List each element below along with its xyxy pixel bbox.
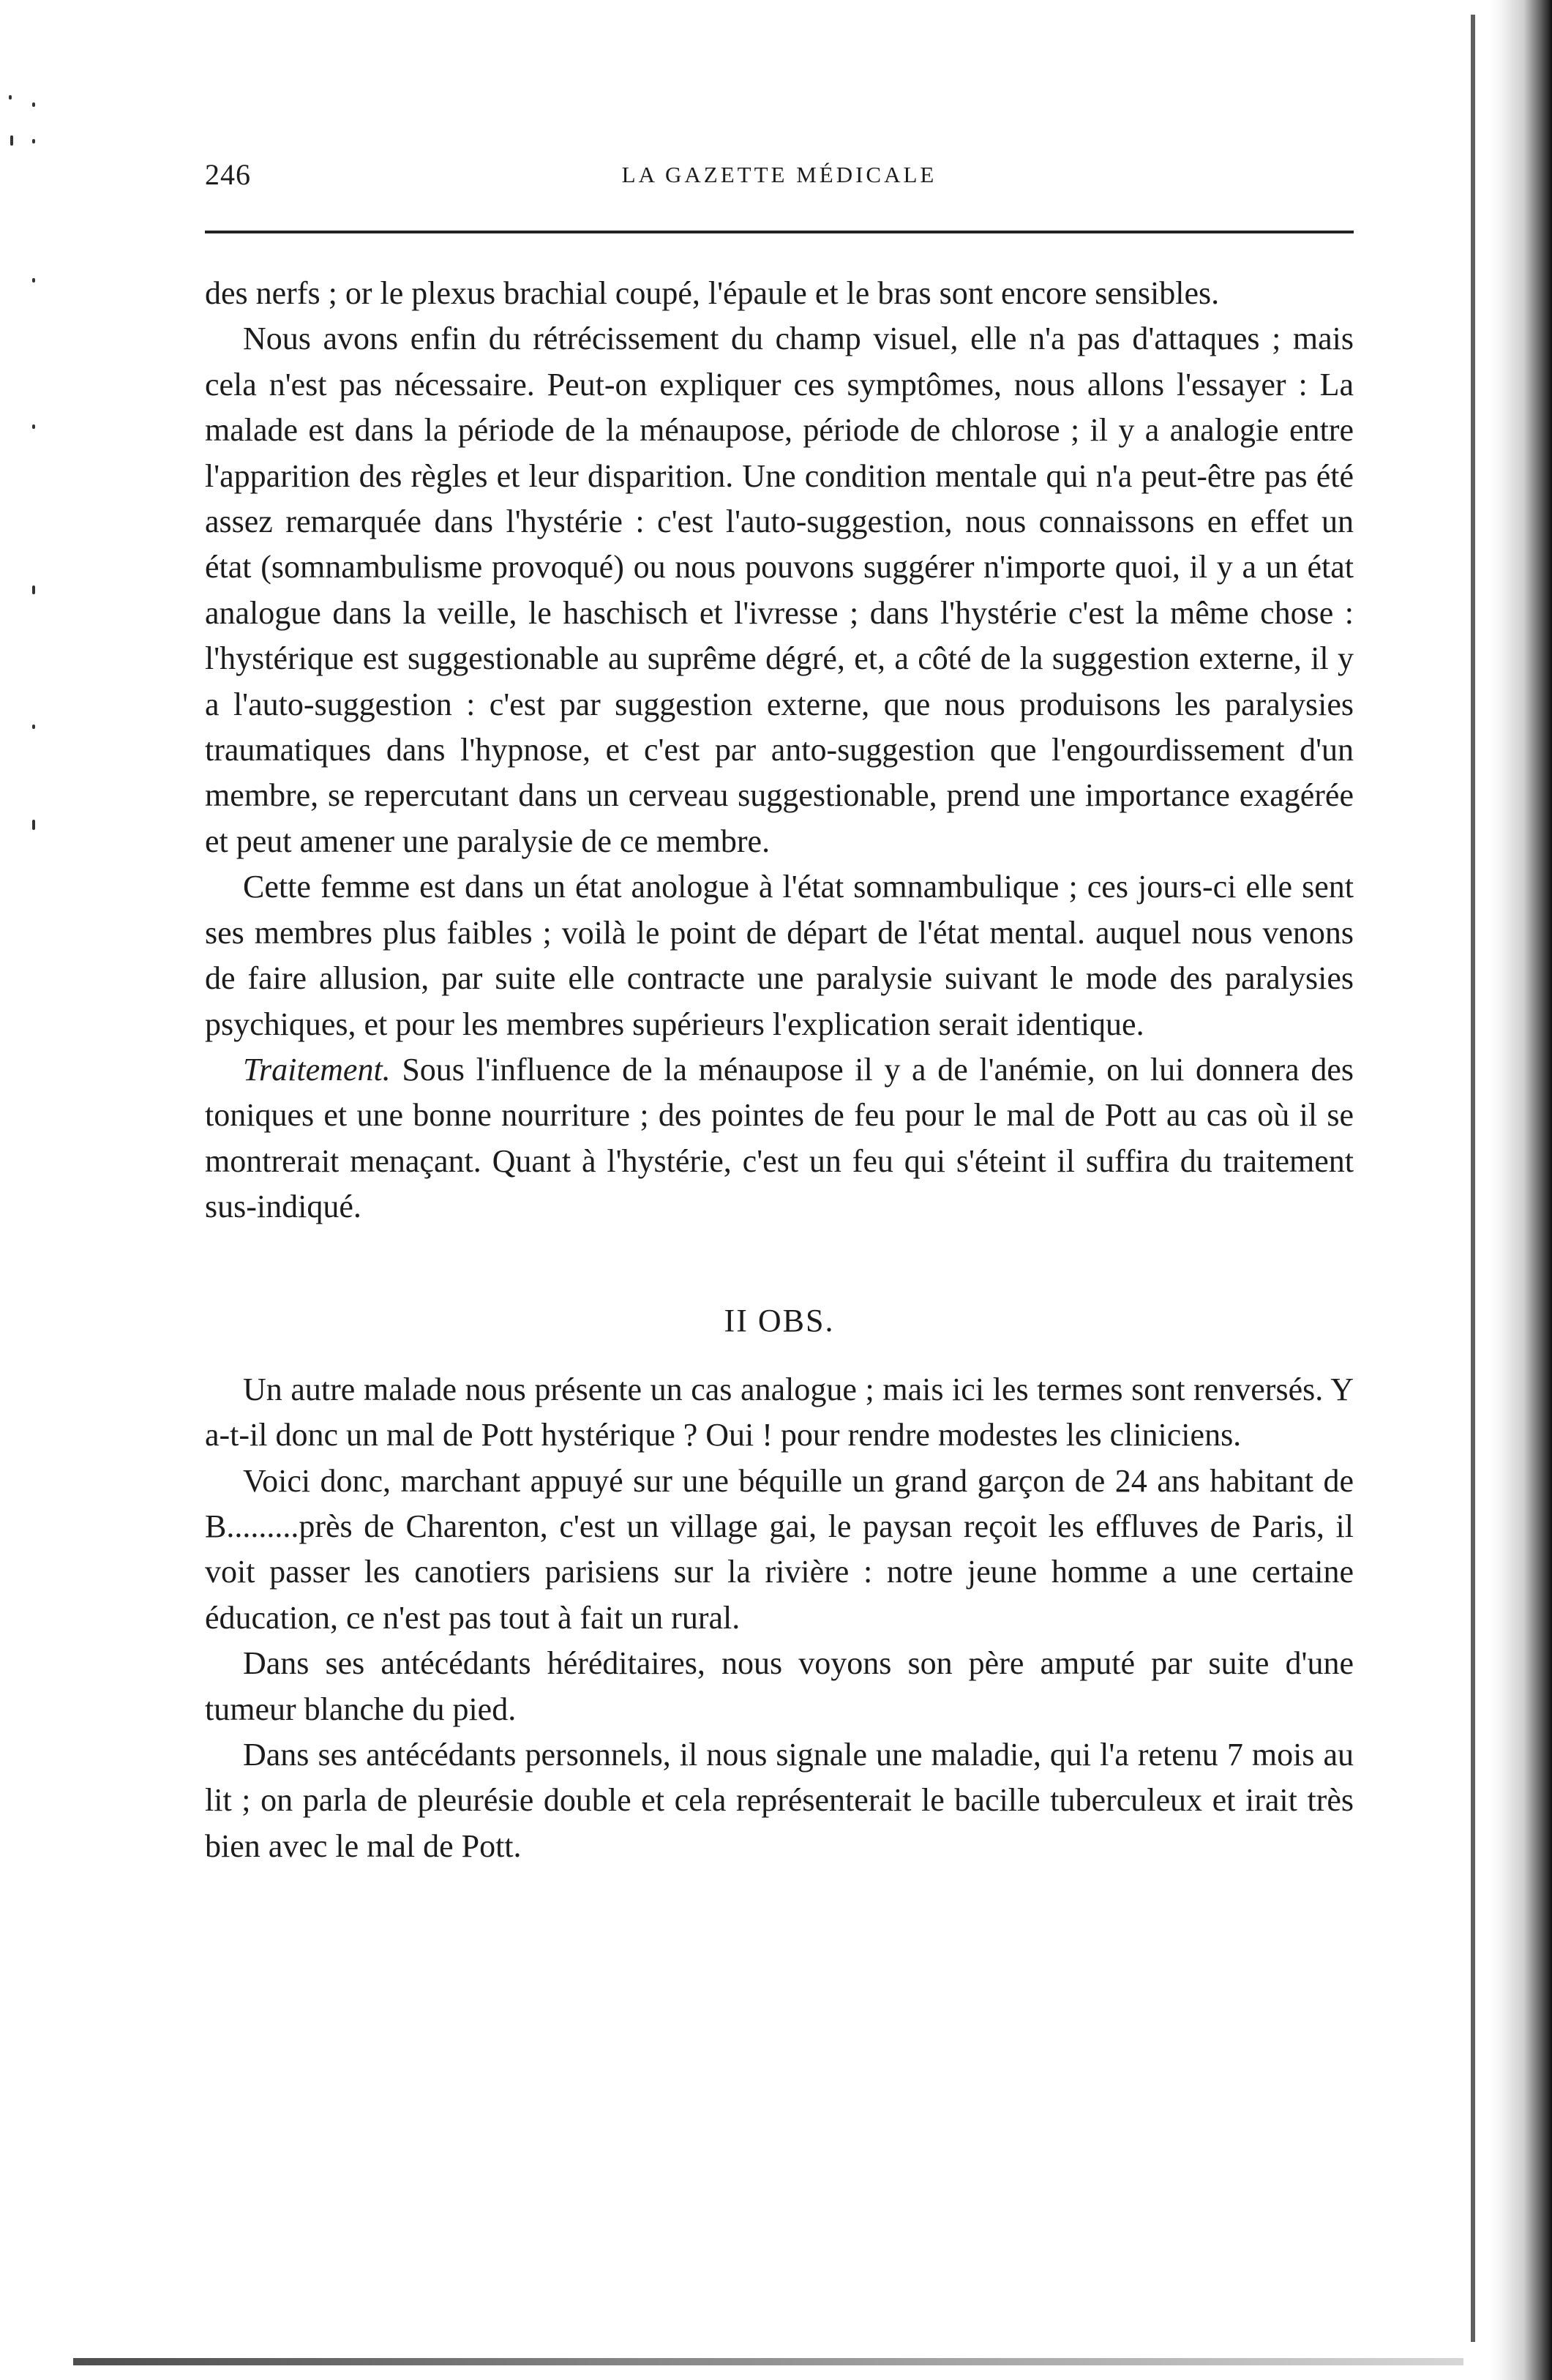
- section-title: II OBS.: [724, 1302, 835, 1339]
- margin-speck: [32, 139, 35, 143]
- margin-speck: [10, 135, 13, 146]
- margin-speck: [32, 424, 35, 429]
- paragraph: des nerfs ; or le plexus brachial coupé, l'épaule et le bras sont encore sensibles.: [205, 275, 1220, 311]
- paragraph: Dans ses antécédants personnels, il nous signale une maladie, qui l'a retenu 7 mois au lit ; on parla de pleurésie double et cela représenterait le bacille tuberculeux et irait très bien avec le mal de Pott.: [205, 1736, 1354, 1864]
- running-head: LA GAZETTE MÉDICALE: [621, 162, 937, 187]
- margin-speck: [32, 278, 35, 282]
- binding-shadow: [1489, 0, 1552, 2380]
- treatment-text: Sous l'influence de la ménaupose il y a de l'anémie, on lui donnera des toniques et une bonne nourriture ; des pointes de feu pour le mal de Pott au cas où il se montrerait menaçant. Quant à l'hystérie, c'est un feu qui s'éteint il suffira du traitement sus-indiqué.: [205, 1051, 1354, 1225]
- margin-speck: [32, 102, 35, 107]
- page-header: [205, 157, 1354, 201]
- margin-speck: [32, 820, 35, 830]
- header-rule: [205, 231, 1354, 233]
- paragraph: Dans ses antécédants héréditaires, nous voyons son père amputé par suite d'une tumeur blanche du pied.: [205, 1645, 1354, 1727]
- margin-speck: [32, 725, 35, 729]
- body-text: [205, 271, 1354, 1869]
- paragraph: [205, 1047, 1354, 1230]
- paragraph: Cette femme est dans un état anologue à l'état somnambulique ; ces jours-ci elle sent ses membres plus faibles ; voilà le point de départ de l'état mental. auquel nous venons de faire allusion, par suite elle contracte une paralysie suivant le mode des paralysies psychiques, et pour les membres supérieurs l'explication serait identique.: [205, 869, 1354, 1042]
- margin-speck: [9, 95, 12, 100]
- paragraph: Un autre malade nous présente un cas analogue ; mais ici les termes sont renversés. Y a-t-il donc un mal de Pott hystérique ? Oui ! pour rendre modestes les cliniciens.: [205, 1371, 1354, 1453]
- page-number: 246: [205, 158, 251, 191]
- binding-shadow-line: [1471, 15, 1475, 2342]
- paragraph: Voici donc, marchant appuyé sur une béquille un grand garçon de 24 ans habitant de B.........près de Charenton, c'est un village gai, le paysan reçoit les effluves de Paris, il voit passer les canotiers parisiens sur la rivière : notre jeune homme a une certaine éducation, ce n'est pas tout à fait un rural.: [205, 1462, 1354, 1636]
- margin-specks: [3, 81, 47, 959]
- bottom-scan-edge: [73, 2358, 1463, 2365]
- margin-speck: [32, 585, 35, 594]
- paragraph: Nous avons enfin du rétrécissement du champ visuel, elle n'a pas d'attaques ; mais cela n'est pas nécessaire. Peut-on expliquer ces symptômes, nous allons l'essayer : La malade est dans la période de la ménaupose, période de chlorose ; il y a analogie entre l'apparition des règles et leur disparition. Une condition mentale qui n'a peut-être pas été assez remarquée dans l'hystérie : c'est l'auto-suggestion, nous connaissons en effet un état (somnambulisme provoqué) ou nous pouvons suggérer n'importe quoi, il y a un état analogue dans la veille, le haschisch et l'ivresse ; dans l'hystérie c'est la même chose : l'hystérique est suggestionable au suprême dégré, et, a côté de la suggestion externe, il y a l'auto-suggestion : c'est par suggestion externe, que nous produisons les paralysies traumatiques dans l'hypnose, et c'est par anto-suggestion que l'engourdissement d'un membre, se repercutant dans un cerveau suggestionable, prend une importance exagérée et peut amener une paralysie de ce membre.: [205, 321, 1354, 859]
- treatment-label: Traitement.: [243, 1051, 391, 1088]
